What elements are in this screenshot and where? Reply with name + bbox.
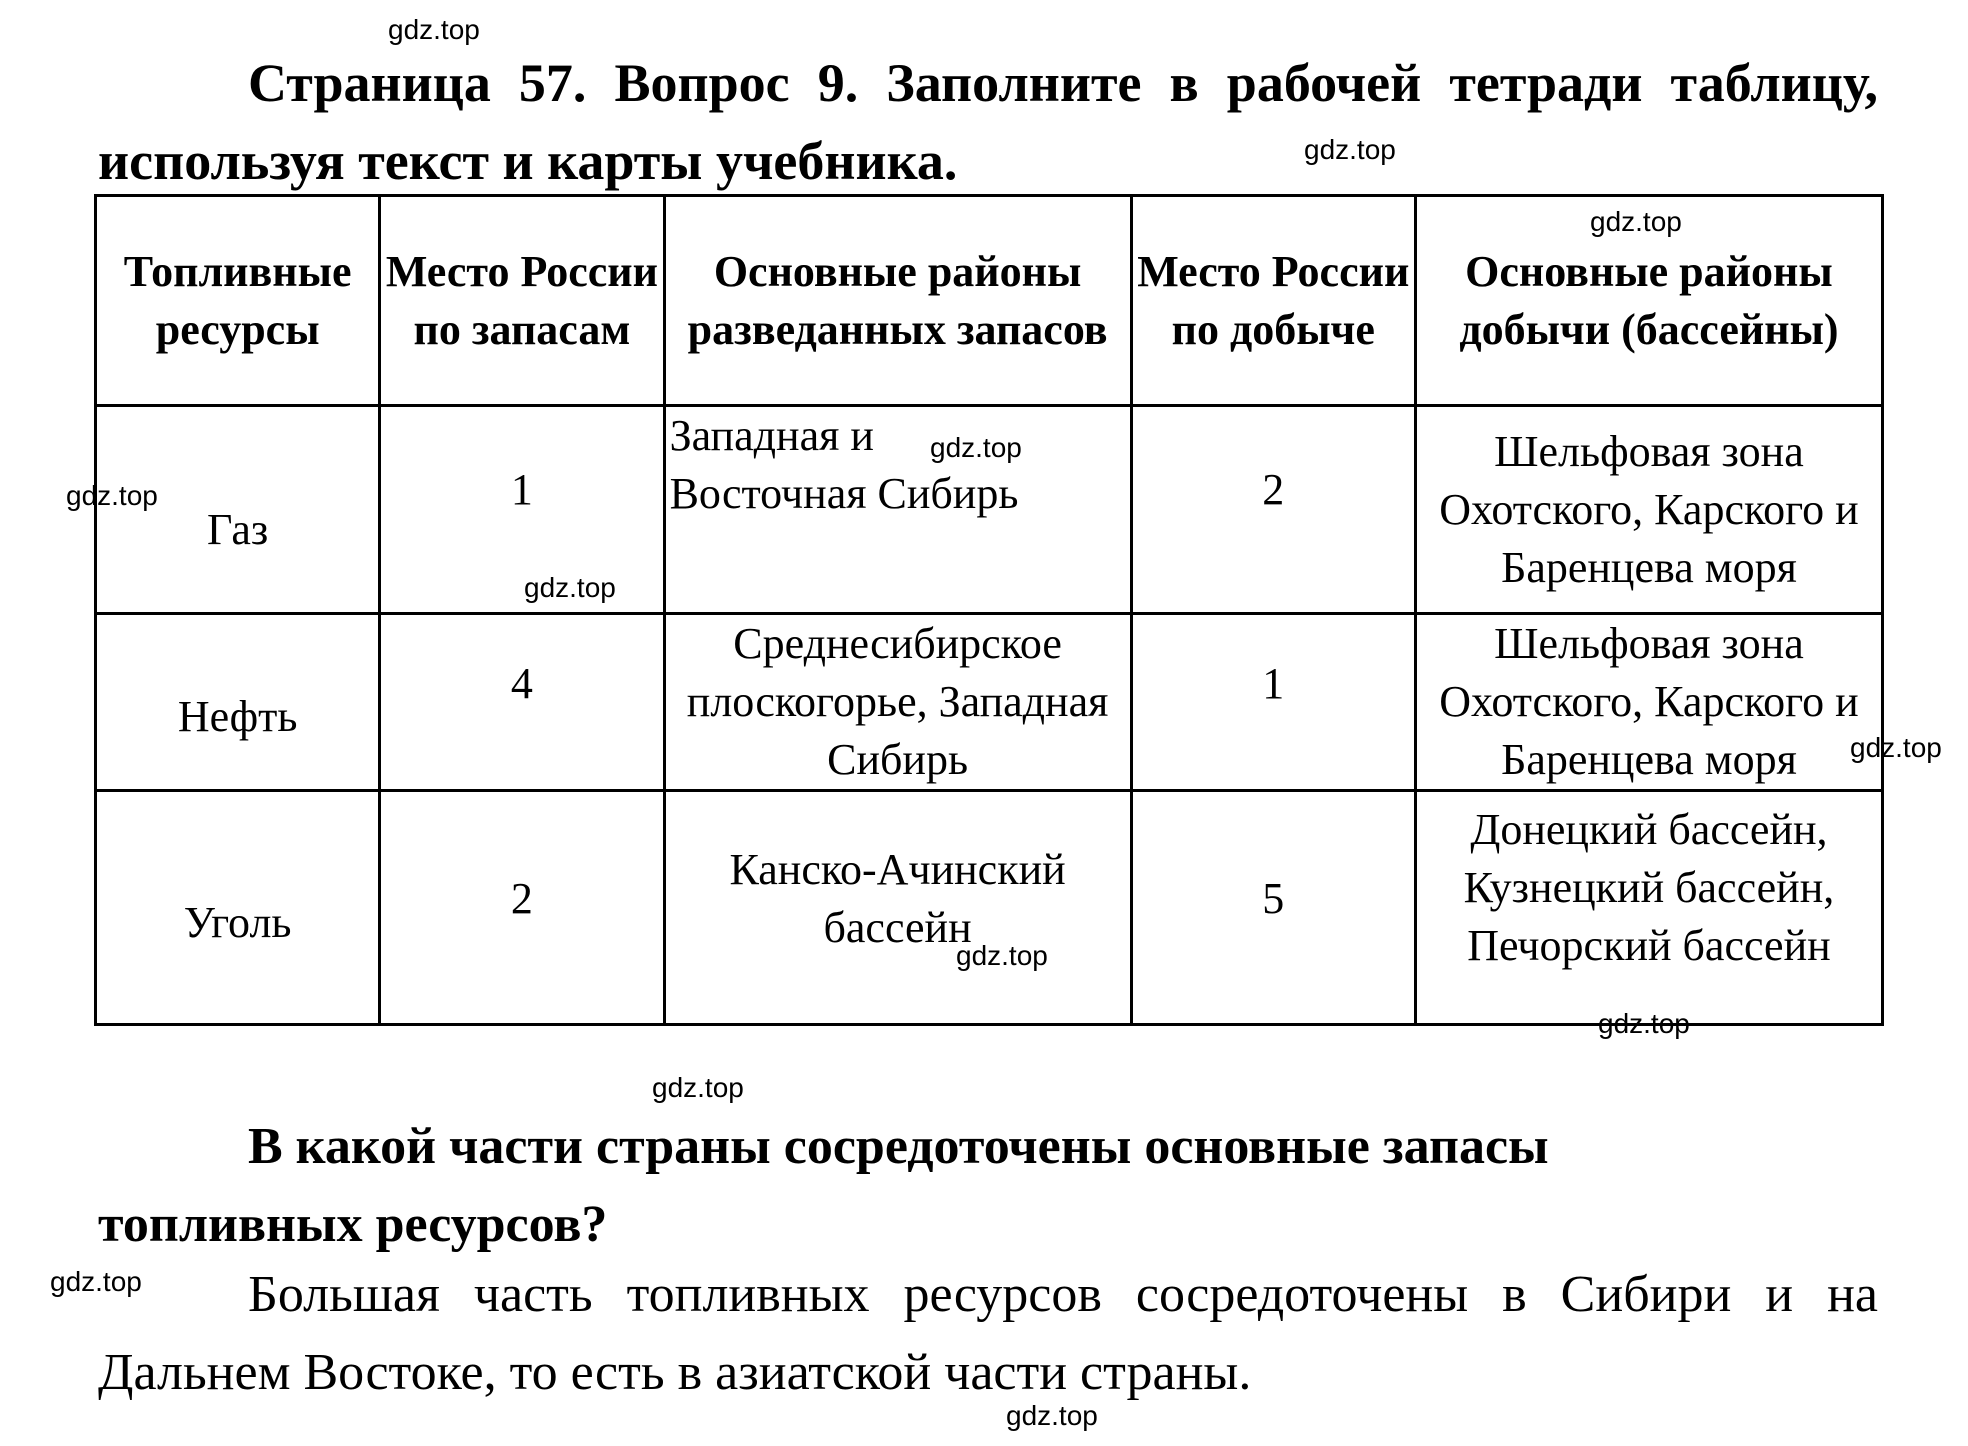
- cell-production-rank: 1: [1131, 614, 1415, 791]
- fuel-resources-table: [94, 194, 1884, 1026]
- header-production-regions: Основные районы добычи (бассейны): [1415, 196, 1882, 406]
- watermark: gdz.top: [1006, 1400, 1098, 1431]
- cell-reserves-rank: 2: [380, 791, 664, 1025]
- watermark: gdz.top: [388, 14, 480, 45]
- table-row: [96, 791, 1883, 1025]
- header-reserves-rank: Место России по запасам: [380, 196, 664, 406]
- watermark: gdz.top: [1598, 1008, 1690, 1039]
- cell-reserves-regions: Среднесибирское плоскогорье, Западная Сибирь: [664, 614, 1131, 791]
- watermark: gdz.top: [66, 480, 158, 511]
- page-title: Страница 57. Вопрос 9. Заполните в рабочей тетради таблицу, используя текст и карты учебника.: [98, 53, 1878, 191]
- cell-production-regions: Донецкий бассейн, Кузнецкий бассейн, Печорский бассейн: [1415, 791, 1882, 1025]
- answer-text: Большая часть топливных ресурсов сосредоточены в Сибири и на Дальнем Востоке, то есть в азиатской части страны.: [98, 1266, 1878, 1401]
- table-header-row: [96, 196, 1883, 406]
- watermark: gdz.top: [1590, 206, 1682, 237]
- cell-reserves-regions: Канско-Ачинский бассейн: [664, 791, 1131, 1025]
- cell-reserves-rank: 4: [380, 614, 664, 791]
- cell-resource: Нефть: [96, 614, 380, 791]
- cell-reserves-regions: Западная и Восточная Сибирь: [664, 406, 1131, 614]
- question-heading: В какой части страны сосредоточены основные запасы топливных ресурсов?: [98, 1118, 1549, 1253]
- watermark: gdz.top: [956, 940, 1048, 971]
- cell-production-rank: 5: [1131, 791, 1415, 1025]
- table-row: [96, 406, 1883, 614]
- cell-resource: Уголь: [96, 791, 380, 1025]
- watermark: gdz.top: [524, 572, 616, 603]
- cell-resource: Газ: [96, 406, 380, 614]
- header-reserves-regions: Основные районы разведанных запасов: [664, 196, 1131, 406]
- cell-production-regions: Шельфовая зона Охотского, Карского и Баренцева моря: [1415, 614, 1882, 791]
- watermark: gdz.top: [1304, 134, 1396, 165]
- watermark: gdz.top: [50, 1266, 142, 1297]
- cell-reserves-rank: 1: [380, 406, 664, 614]
- watermark: gdz.top: [652, 1072, 744, 1103]
- watermark: gdz.top: [930, 432, 1022, 463]
- header-production-rank: Место России по добыче: [1131, 196, 1415, 406]
- cell-production-regions: Шельфовая зона Охотского, Карского и Баренцева моря: [1415, 406, 1882, 614]
- header-fuel-resources: Топливные ресурсы: [96, 196, 380, 406]
- table-row: [96, 614, 1883, 791]
- watermark: gdz.top: [1850, 732, 1942, 763]
- cell-production-rank: 2: [1131, 406, 1415, 614]
